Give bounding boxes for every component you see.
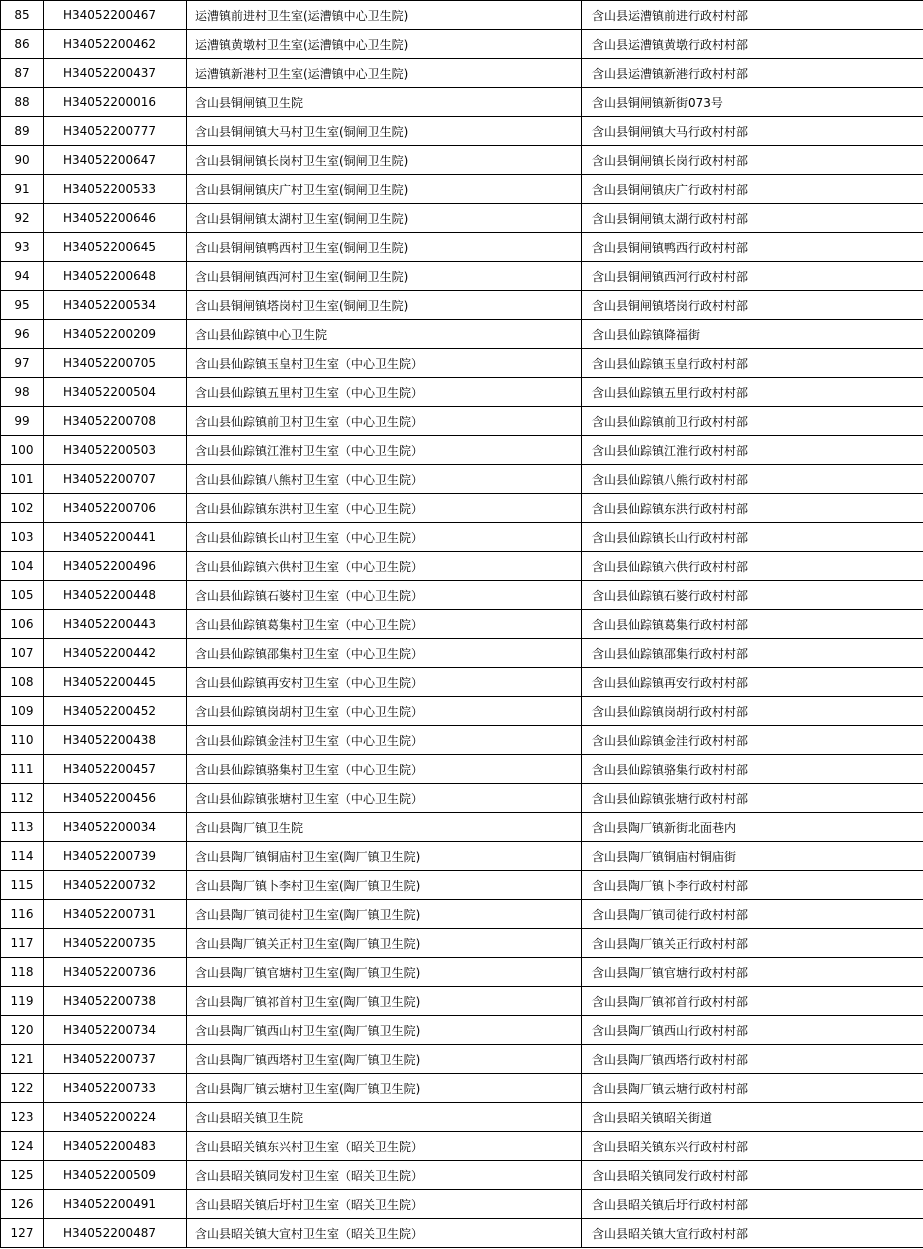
- institution-code: H34052200483: [44, 1132, 187, 1161]
- institution-address: 含山县仙踪镇东洪行政村村部: [582, 494, 923, 523]
- institution-code: H34052200707: [44, 465, 187, 494]
- institution-name: 含山县昭关镇同发村卫生室（昭关卫生院）: [187, 1161, 582, 1190]
- row-number: 103: [1, 523, 44, 552]
- institution-address: 含山县铜闸镇鸭西行政村村部: [582, 233, 923, 262]
- institution-code: H34052200739: [44, 842, 187, 871]
- institution-name: 含山县陶厂镇官塘村卫生室(陶厂镇卫生院): [187, 958, 582, 987]
- institution-code: H34052200647: [44, 146, 187, 175]
- table-row: [1, 494, 923, 523]
- row-number: 89: [1, 117, 44, 146]
- institution-name: 含山县仙踪镇再安村卫生室（中心卫生院）: [187, 668, 582, 697]
- institution-code: H34052200509: [44, 1161, 187, 1190]
- row-number: 120: [1, 1016, 44, 1045]
- table-row: [1, 146, 923, 175]
- institution-code: H34052200438: [44, 726, 187, 755]
- table-row: [1, 117, 923, 146]
- institution-name: 运漕镇前进村卫生室(运漕镇中心卫生院): [187, 1, 582, 30]
- institution-address: 含山县铜闸镇西河行政村村部: [582, 262, 923, 291]
- table-row: [1, 697, 923, 726]
- table-row: [1, 813, 923, 842]
- institution-name: 含山县陶厂镇铜庙村卫生室(陶厂镇卫生院): [187, 842, 582, 871]
- institution-code: H34052200646: [44, 204, 187, 233]
- institution-code: H34052200648: [44, 262, 187, 291]
- row-number: 107: [1, 639, 44, 668]
- row-number: 113: [1, 813, 44, 842]
- institution-code: H34052200456: [44, 784, 187, 813]
- table-row: [1, 1074, 923, 1103]
- row-number: 101: [1, 465, 44, 494]
- institution-address: 含山县仙踪镇前卫行政村村部: [582, 407, 923, 436]
- institution-code: H34052200708: [44, 407, 187, 436]
- institution-name: 含山县仙踪镇邵集村卫生室（中心卫生院）: [187, 639, 582, 668]
- table-row: [1, 929, 923, 958]
- institution-name: 含山县铜闸镇塔岗村卫生室(铜闸卫生院): [187, 291, 582, 320]
- institution-code: H34052200443: [44, 610, 187, 639]
- institution-name: 含山县铜闸镇鸭西村卫生室(铜闸卫生院): [187, 233, 582, 262]
- institution-address: 含山县陶厂镇官塘行政村村部: [582, 958, 923, 987]
- institution-code: H34052200731: [44, 900, 187, 929]
- institution-name: 含山县仙踪镇葛集村卫生室（中心卫生院）: [187, 610, 582, 639]
- institution-address: 含山县仙踪镇再安行政村村部: [582, 668, 923, 697]
- institution-code: H34052200437: [44, 59, 187, 88]
- row-number: 102: [1, 494, 44, 523]
- institution-name: 含山县陶厂镇西山村卫生室(陶厂镇卫生院): [187, 1016, 582, 1045]
- row-number: 126: [1, 1190, 44, 1219]
- institution-name: 含山县仙踪镇张塘村卫生室（中心卫生院）: [187, 784, 582, 813]
- institution-address: 含山县陶厂镇祁首行政村村部: [582, 987, 923, 1016]
- table-row: [1, 88, 923, 117]
- institution-address: 含山县仙踪镇岗胡行政村村部: [582, 697, 923, 726]
- institution-code: H34052200735: [44, 929, 187, 958]
- row-number: 92: [1, 204, 44, 233]
- institution-code: H34052200534: [44, 291, 187, 320]
- institution-code: H34052200777: [44, 117, 187, 146]
- institution-address: 含山县仙踪镇葛集行政村村部: [582, 610, 923, 639]
- institution-name: 含山县仙踪镇六供村卫生室（中心卫生院）: [187, 552, 582, 581]
- institution-address: 含山县昭关镇大宣行政村村部: [582, 1219, 923, 1248]
- table-row: [1, 1016, 923, 1045]
- table-row: [1, 842, 923, 871]
- institution-address: 含山县陶厂镇关正行政村村部: [582, 929, 923, 958]
- table-row: [1, 30, 923, 59]
- table-row: [1, 900, 923, 929]
- row-number: 90: [1, 146, 44, 175]
- row-number: 112: [1, 784, 44, 813]
- institution-name: 含山县仙踪镇五里村卫生室（中心卫生院）: [187, 378, 582, 407]
- institution-code: H34052200442: [44, 639, 187, 668]
- row-number: 123: [1, 1103, 44, 1132]
- institution-name: 含山县陶厂镇卫生院: [187, 813, 582, 842]
- institution-address: 含山县陶厂镇新街北面巷内: [582, 813, 923, 842]
- institution-name: 含山县仙踪镇金洼村卫生室（中心卫生院）: [187, 726, 582, 755]
- institution-address: 含山县铜闸镇新街073号: [582, 88, 923, 117]
- institution-name: 含山县昭关镇后圩村卫生室（昭关卫生院）: [187, 1190, 582, 1219]
- table-row: [1, 233, 923, 262]
- row-number: 110: [1, 726, 44, 755]
- row-number: 108: [1, 668, 44, 697]
- institution-name: 含山县昭关镇大宣村卫生室（昭关卫生院）: [187, 1219, 582, 1248]
- table-body: [1, 1, 923, 1248]
- institution-code: H34052200732: [44, 871, 187, 900]
- institution-name: 含山县铜闸镇大马村卫生室(铜闸卫生院): [187, 117, 582, 146]
- institution-address: 含山县铜闸镇大马行政村村部: [582, 117, 923, 146]
- table-row: [1, 1161, 923, 1190]
- row-number: 111: [1, 755, 44, 784]
- institution-code: H34052200462: [44, 30, 187, 59]
- institution-address: 含山县仙踪镇江淮行政村村部: [582, 436, 923, 465]
- institution-code: H34052200448: [44, 581, 187, 610]
- table-row: [1, 755, 923, 784]
- institution-code: H34052200734: [44, 1016, 187, 1045]
- institution-name: 含山县铜闸镇庆广村卫生室(铜闸卫生院): [187, 175, 582, 204]
- table-row: [1, 639, 923, 668]
- institution-address: 含山县仙踪镇金洼行政村村部: [582, 726, 923, 755]
- institution-name: 含山县仙踪镇前卫村卫生室（中心卫生院）: [187, 407, 582, 436]
- institution-name: 含山县昭关镇卫生院: [187, 1103, 582, 1132]
- row-number: 87: [1, 59, 44, 88]
- institution-name: 含山县仙踪镇中心卫生院: [187, 320, 582, 349]
- institution-address: 含山县昭关镇昭关街道: [582, 1103, 923, 1132]
- institution-address: 含山县铜闸镇塔岗行政村村部: [582, 291, 923, 320]
- institution-address: 含山县陶厂镇云塘行政村村部: [582, 1074, 923, 1103]
- institution-address: 含山县陶厂镇司徒行政村村部: [582, 900, 923, 929]
- institution-address: 含山县仙踪镇玉皇行政村村部: [582, 349, 923, 378]
- row-number: 109: [1, 697, 44, 726]
- institution-address: 含山县昭关镇后圩行政村村部: [582, 1190, 923, 1219]
- institution-code: H34052200445: [44, 668, 187, 697]
- institution-address: 含山县陶厂镇西山行政村村部: [582, 1016, 923, 1045]
- institution-address: 含山县仙踪镇六供行政村村部: [582, 552, 923, 581]
- institution-code: H34052200452: [44, 697, 187, 726]
- institution-address: 含山县仙踪镇八熊行政村村部: [582, 465, 923, 494]
- table-row: [1, 1, 923, 30]
- institution-name: 含山县仙踪镇江淮村卫生室（中心卫生院）: [187, 436, 582, 465]
- table-row: [1, 523, 923, 552]
- institution-name: 含山县仙踪镇长山村卫生室（中心卫生院）: [187, 523, 582, 552]
- row-number: 99: [1, 407, 44, 436]
- institution-code: H34052200736: [44, 958, 187, 987]
- row-number: 86: [1, 30, 44, 59]
- table-row: [1, 610, 923, 639]
- table-row: [1, 262, 923, 291]
- institution-name: 含山县陶厂镇云塘村卫生室(陶厂镇卫生院): [187, 1074, 582, 1103]
- institution-code: H34052200491: [44, 1190, 187, 1219]
- institution-code: H34052200457: [44, 755, 187, 784]
- table-row: [1, 1132, 923, 1161]
- institution-address: 含山县铜闸镇长岗行政村村部: [582, 146, 923, 175]
- row-number: 88: [1, 88, 44, 117]
- table-row: [1, 668, 923, 697]
- row-number: 91: [1, 175, 44, 204]
- row-number: 100: [1, 436, 44, 465]
- table-row: [1, 871, 923, 900]
- institution-code: H34052200487: [44, 1219, 187, 1248]
- institution-name: 含山县陶厂镇卜李村卫生室(陶厂镇卫生院): [187, 871, 582, 900]
- row-number: 124: [1, 1132, 44, 1161]
- institution-name: 含山县仙踪镇骆集村卫生室（中心卫生院）: [187, 755, 582, 784]
- institution-code: H34052200645: [44, 233, 187, 262]
- institution-name: 含山县铜闸镇西河村卫生室(铜闸卫生院): [187, 262, 582, 291]
- table-row: [1, 349, 923, 378]
- table-row: [1, 552, 923, 581]
- institution-code: H34052200737: [44, 1045, 187, 1074]
- institution-address: 含山县铜闸镇庆广行政村村部: [582, 175, 923, 204]
- institution-address: 含山县昭关镇东兴行政村村部: [582, 1132, 923, 1161]
- institution-name: 运漕镇新港村卫生室(运漕镇中心卫生院): [187, 59, 582, 88]
- institution-name: 含山县陶厂镇祁首村卫生室(陶厂镇卫生院): [187, 987, 582, 1016]
- institution-code: H34052200533: [44, 175, 187, 204]
- table-row: [1, 291, 923, 320]
- table-row: [1, 726, 923, 755]
- institution-address: 含山县仙踪镇张塘行政村村部: [582, 784, 923, 813]
- institution-address: 含山县仙踪镇骆集行政村村部: [582, 755, 923, 784]
- row-number: 115: [1, 871, 44, 900]
- row-number: 119: [1, 987, 44, 1016]
- row-number: 114: [1, 842, 44, 871]
- table-row: [1, 1190, 923, 1219]
- institution-address: 含山县仙踪镇长山行政村村部: [582, 523, 923, 552]
- row-number: 98: [1, 378, 44, 407]
- institution-name: 含山县仙踪镇东洪村卫生室（中心卫生院）: [187, 494, 582, 523]
- row-number: 106: [1, 610, 44, 639]
- institution-address: 含山县陶厂镇铜庙村铜庙街: [582, 842, 923, 871]
- institution-name: 含山县铜闸镇太湖村卫生室(铜闸卫生院): [187, 204, 582, 233]
- row-number: 117: [1, 929, 44, 958]
- institution-address: 含山县仙踪镇邵集行政村村部: [582, 639, 923, 668]
- institution-code: H34052200706: [44, 494, 187, 523]
- institution-name: 含山县仙踪镇八熊村卫生室（中心卫生院）: [187, 465, 582, 494]
- row-number: 97: [1, 349, 44, 378]
- table-row: [1, 175, 923, 204]
- row-number: 116: [1, 900, 44, 929]
- table-row: [1, 407, 923, 436]
- table-row: [1, 436, 923, 465]
- institution-code: H34052200034: [44, 813, 187, 842]
- row-number: 85: [1, 1, 44, 30]
- institution-code: H34052200209: [44, 320, 187, 349]
- table-row: [1, 59, 923, 88]
- institution-name: 含山县仙踪镇玉皇村卫生室（中心卫生院）: [187, 349, 582, 378]
- institution-name: 含山县铜闸镇卫生院: [187, 88, 582, 117]
- institution-address: 含山县仙踪镇五里行政村村部: [582, 378, 923, 407]
- row-number: 96: [1, 320, 44, 349]
- institution-address: 含山县仙踪镇降福街: [582, 320, 923, 349]
- institution-code: H34052200441: [44, 523, 187, 552]
- row-number: 118: [1, 958, 44, 987]
- institution-address: 含山县运漕镇黄墩行政村村部: [582, 30, 923, 59]
- institution-code: H34052200016: [44, 88, 187, 117]
- row-number: 104: [1, 552, 44, 581]
- institution-code: H34052200733: [44, 1074, 187, 1103]
- table-row: [1, 1045, 923, 1074]
- institution-name: 含山县仙踪镇岗胡村卫生室（中心卫生院）: [187, 697, 582, 726]
- institution-address: 含山县运漕镇前进行政村村部: [582, 1, 923, 30]
- institution-address: 含山县仙踪镇石婆行政村村部: [582, 581, 923, 610]
- table-row: [1, 1103, 923, 1132]
- institution-name: 运漕镇黄墩村卫生室(运漕镇中心卫生院): [187, 30, 582, 59]
- row-number: 95: [1, 291, 44, 320]
- institution-code: H34052200705: [44, 349, 187, 378]
- institution-address: 含山县运漕镇新港行政村村部: [582, 59, 923, 88]
- row-number: 121: [1, 1045, 44, 1074]
- table-row: [1, 1219, 923, 1248]
- table-row: [1, 784, 923, 813]
- institution-code: H34052200496: [44, 552, 187, 581]
- institution-address: 含山县陶厂镇卜李行政村村部: [582, 871, 923, 900]
- row-number: 127: [1, 1219, 44, 1248]
- row-number: 125: [1, 1161, 44, 1190]
- institution-address: 含山县昭关镇同发行政村村部: [582, 1161, 923, 1190]
- table-row: [1, 581, 923, 610]
- institution-name: 含山县陶厂镇关正村卫生室(陶厂镇卫生院): [187, 929, 582, 958]
- institution-code: H34052200467: [44, 1, 187, 30]
- table-row: [1, 465, 923, 494]
- institution-name: 含山县陶厂镇西塔村卫生室(陶厂镇卫生院): [187, 1045, 582, 1074]
- row-number: 105: [1, 581, 44, 610]
- table-row: [1, 378, 923, 407]
- row-number: 122: [1, 1074, 44, 1103]
- row-number: 94: [1, 262, 44, 291]
- table-row: [1, 987, 923, 1016]
- institution-address: 含山县铜闸镇太湖行政村村部: [582, 204, 923, 233]
- institution-name: 含山县铜闸镇长岗村卫生室(铜闸卫生院): [187, 146, 582, 175]
- institution-name: 含山县陶厂镇司徒村卫生室(陶厂镇卫生院): [187, 900, 582, 929]
- institution-name: 含山县仙踪镇石婆村卫生室（中心卫生院）: [187, 581, 582, 610]
- institution-name: 含山县昭关镇东兴村卫生室（昭关卫生院）: [187, 1132, 582, 1161]
- table-row: [1, 320, 923, 349]
- row-number: 93: [1, 233, 44, 262]
- institution-code: H34052200503: [44, 436, 187, 465]
- table-row: [1, 204, 923, 233]
- institution-code: H34052200224: [44, 1103, 187, 1132]
- institution-address: 含山县陶厂镇西塔行政村村部: [582, 1045, 923, 1074]
- institution-code: H34052200504: [44, 378, 187, 407]
- table-row: [1, 958, 923, 987]
- institution-code: H34052200738: [44, 987, 187, 1016]
